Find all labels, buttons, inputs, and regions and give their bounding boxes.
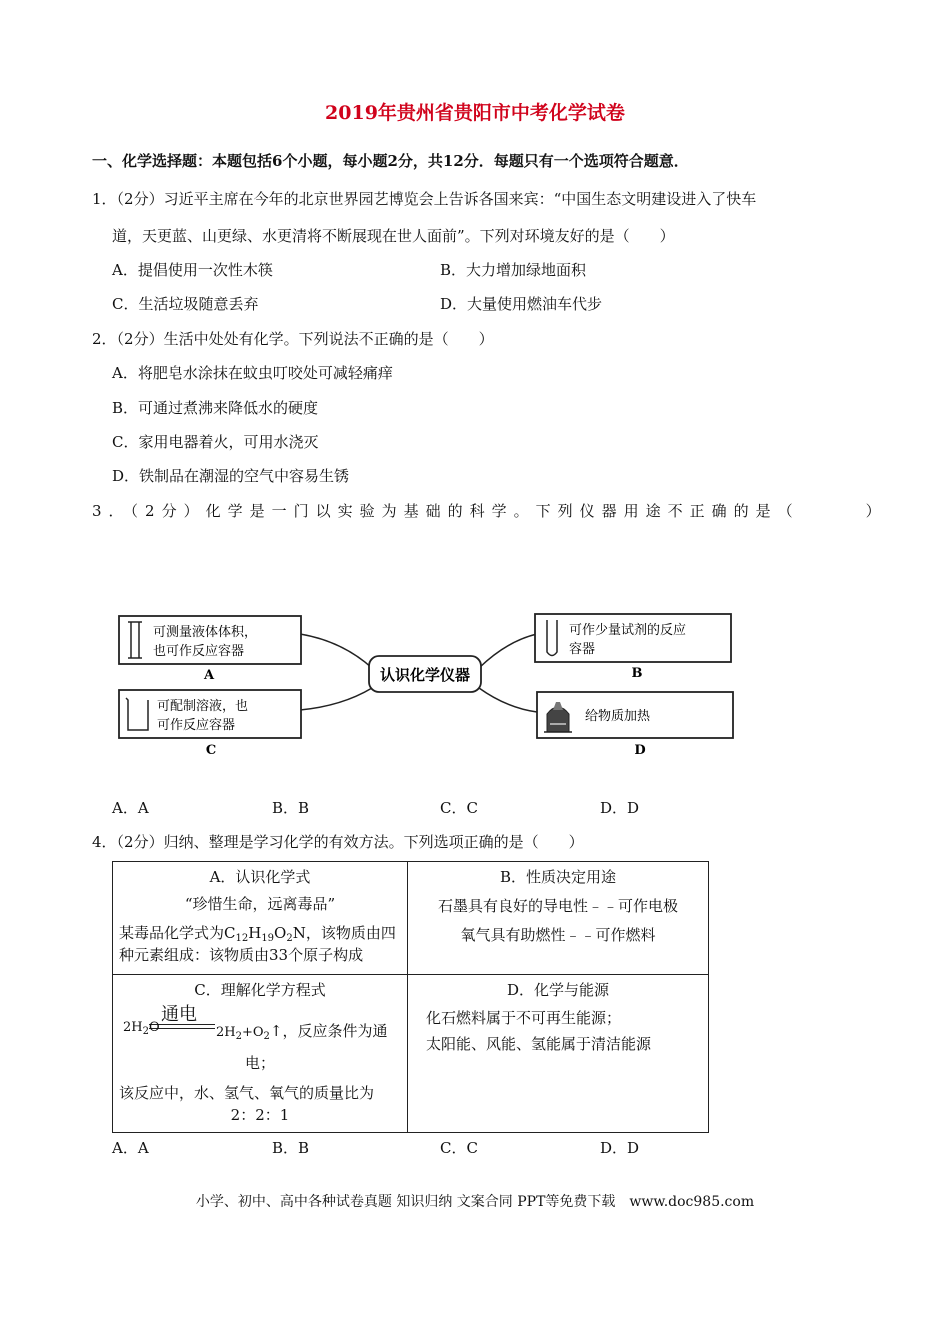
question-2-stem: 2．（2分）生活中处处有化学。下列说法不正确的是（ ） [92,330,494,348]
box-a [119,616,301,683]
box-a-line2: 也可作反应容器 [153,644,245,659]
box-c [119,690,301,758]
box-a-label: A [203,668,215,683]
cell-c-condition: 通电 [161,1004,197,1025]
section-heading: 一、化学选择题：本题包括6个小题，每小题2分，共12分．每题只有一个选项符合题意． [92,152,689,170]
cell-c-line2: 电； [244,1054,275,1072]
box-b [535,614,731,681]
cell-c-line3: 该反应中，水、氢气、氧气的质量比为 [119,1084,375,1102]
question-3-option-d: D．D [600,799,640,817]
cell-a-header: A．认识化学式 [209,868,311,886]
question-1-option-c: C．生活垃圾随意丢弃 [112,295,259,313]
page-title: 2019年贵州省贵阳市中考化学试卷 [325,102,625,124]
cell-a-line2: 某毒品化学式为$C_{12}H_{19}O_2N$，该物质由四 [119,924,396,944]
box-c-line2: 可作反应容器 [157,718,236,733]
box-c-line1: 可配制溶液，也 [157,699,249,714]
question-4-option-a: A．A [112,1139,149,1157]
box-b-line2: 容器 [569,642,596,657]
page-footer: 小学、初中、高中各种试卷真题 知识归纳 文案合同 PPT等免费下载 www.doc985.com [195,1194,755,1210]
question-1-option-d: D．大量使用燃油车代步 [440,295,603,313]
question-1-option-a: A．提倡使用一次性木筷 [112,261,273,279]
question-1-stem-line2: 道，天更蓝、山更绿、水更清将不断展现在世人面前”。下列对环境友好的是（ ） [112,227,675,245]
question-4-option-d: D．D [600,1139,640,1157]
question-1-option-b: B．大力增加绿地面积 [440,261,587,279]
box-b-line1: 可作少量试剂的反应 [569,623,687,638]
center-node [369,656,481,692]
question-2-option-d: D．铁制品在潮湿的空气中容易生锈 [112,467,350,485]
cell-d-header: D．化学与能源 [506,981,610,999]
question-3-option-a: A．A [112,799,149,817]
cell-d-line2: 太阳能、风能、氢能属于清洁能源 [426,1035,652,1053]
box-b-label: B [631,666,643,681]
question-4-option-b: B．B [272,1139,310,1157]
box-a-line1: 可测量液体体积， [153,625,258,640]
cell-c-header: C．理解化学方程式 [194,981,326,999]
question-4-table [112,861,709,1133]
question-2-option-b: B．可通过煮沸来降低水的硬度 [112,399,319,417]
box-c-label: C [205,743,217,758]
question-3-option-c: C．C [440,799,478,817]
question-1-stem-line1: 1．（2分）习近平主席在今年的北京世界园艺博览会上告诉各国来宾：“中国生态文明建设进入了快车 [92,190,757,208]
cell-c-line4: 2：2：1 [230,1106,290,1124]
equation-right: $2H_2+O_2↑$，反应条件为通 [216,1022,388,1042]
box-d [537,692,733,758]
cell-a-line3: 种元素组成：该物质由33个原子构成 [119,946,364,964]
instrument-diagram [117,606,737,766]
cell-b-line2: 氧气具有助燃性﹣﹣可作燃料 [460,926,656,944]
question-4-stem: 4．（2分）归纳、整理是学习化学的有效方法。下列选项正确的是（ ） [92,833,584,851]
question-2-option-a: A．将肥皂水涂抹在蚊虫叮咬处可减轻痛痒 [112,364,393,382]
table-cell-c [113,975,407,1132]
table-cell-d [408,975,708,1132]
cell-b-line1: 石墨具有良好的导电性﹣﹣可作电极 [437,897,678,915]
question-2-option-c: C．家用电器着火，可用水浇灭 [112,433,319,451]
table-cell-b [408,862,708,974]
center-label: 认识化学仪器 [379,666,471,684]
cell-b-header: B．性质决定用途 [499,868,617,886]
box-d-label: D [634,743,646,758]
question-3-option-b: B．B [272,799,310,817]
cell-a-line1: “珍惜生命，远离毒品” [184,895,336,913]
box-d-line1: 给物质加热 [585,709,651,724]
question-3-stem: 3．（2分）化学是一门以实验为基础的科学。下列仪器用途不正确的是（ ） [92,502,888,520]
question-4-option-c: C．C [440,1139,478,1157]
cell-d-line1: 化石燃料属于不可再生能源； [426,1009,622,1027]
table-cell-a [113,862,407,974]
equation-left: $2H_2O$ [123,1020,160,1037]
